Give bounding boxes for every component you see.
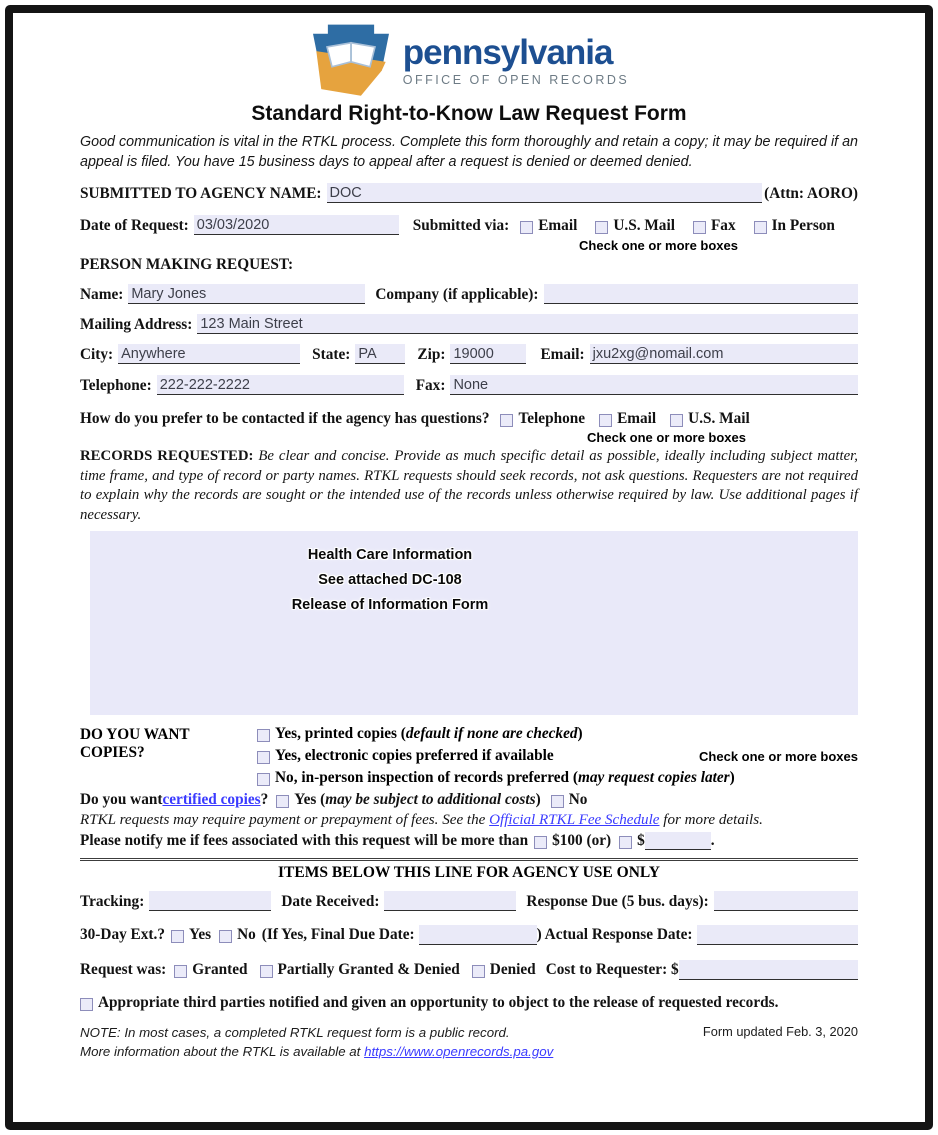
fax-field[interactable]: None [450, 375, 858, 395]
footer-note-2-prefix: More information about the RTKL is available at [80, 1044, 365, 1060]
intro-paragraph: Good communication is vital in the RTKL process. Complete this form thoroughly and retain a copy; it may be required if an appeal is filed. You have 15 business days to appeal after a request is denied or deemed denied. [80, 134, 858, 170]
submitted-via-inperson-checkbox[interactable] [754, 221, 767, 234]
form-page [5, 5, 933, 1130]
granted-checkbox[interactable] [174, 965, 187, 978]
records-requested-textarea[interactable] [90, 531, 858, 715]
third-party-checkbox[interactable] [80, 998, 93, 1011]
copies-electronic-label: Yes, electronic copies preferred if available [275, 747, 554, 765]
response-due-field[interactable] [714, 891, 858, 911]
submitted-via-fax-label: Fax [710, 217, 736, 235]
email-label: Email: [540, 346, 585, 364]
contact-pref-usmail-option [670, 410, 750, 428]
fees-100-checkbox[interactable] [534, 836, 547, 849]
tracking-label: Tracking: [80, 893, 145, 911]
city-label: City: [80, 346, 114, 364]
fees-note-line [80, 812, 858, 829]
request-was-label: Request was: [80, 961, 167, 979]
certified-yes-italic: may be subject to additional costs [325, 791, 536, 809]
granted-label: Granted [192, 961, 248, 979]
person-making-request-heading: PERSON MAKING REQUEST: [80, 256, 294, 274]
contact-pref-email-label: Email [617, 410, 657, 428]
logo-subtitle-text: OFFICE OF OPEN RECORDS [402, 73, 630, 87]
certified-copies-link[interactable]: certified copies [162, 791, 261, 809]
contact-pref-telephone-label: Telephone [518, 410, 586, 428]
certified-no-label: No [568, 791, 588, 809]
submitted-via-email-checkbox[interactable] [520, 221, 533, 234]
address-row [80, 314, 858, 334]
notify-fees-text: Please notify me if fees associated with this request will be more than [80, 832, 529, 850]
fees-custom-amount-field[interactable] [645, 832, 711, 850]
date-received-field[interactable] [384, 891, 516, 911]
actual-response-date-label: ) Actual Response Date: [536, 926, 693, 944]
contact-pref-question: How do you prefer to be contacted if the agency has questions? [80, 410, 490, 428]
copies-printed-close: ) [577, 725, 583, 743]
copies-section [80, 725, 858, 787]
state-field[interactable]: PA [355, 344, 405, 364]
cost-to-requester-field[interactable] [679, 960, 858, 980]
openrecords-link[interactable]: https://www.openrecords.pa.gov [364, 1044, 554, 1060]
company-field[interactable] [544, 284, 859, 304]
attn-aoro-label: (Attn: AORO) [764, 185, 858, 203]
ext-yes-label: Yes [188, 926, 212, 944]
zip-field[interactable]: 19000 [450, 344, 526, 364]
agency-name-field[interactable]: DOC [327, 183, 763, 203]
check-hint-1: Check one or more boxes [579, 238, 738, 254]
records-entry-line: Release of Information Form [291, 597, 489, 614]
agency-name-label: SUBMITTED TO AGENCY NAME: [80, 185, 322, 203]
agency-row [80, 183, 858, 203]
third-party-row [80, 994, 858, 1012]
date-received-label: Date Received: [281, 893, 380, 911]
name-row [80, 284, 858, 304]
certified-yes-close: ) [535, 791, 541, 809]
contact-pref-email-checkbox[interactable] [599, 414, 612, 427]
submitted-via-label: Submitted via: [412, 217, 510, 235]
copies-inspection-label: No, in-person inspection of records preferred ( [275, 769, 578, 787]
records-requested-label: RECORDS REQUESTED: [80, 448, 254, 465]
keystone-logo-icon [309, 23, 393, 99]
submitted-via-fax-checkbox[interactable] [693, 221, 706, 234]
agency-use-only-title: ITEMS BELOW THIS LINE FOR AGENCY USE ONLY [277, 864, 660, 882]
ext-no-checkbox[interactable] [219, 930, 232, 943]
copies-printed-italic: default if none are checked [405, 725, 578, 743]
contact-pref-usmail-checkbox[interactable] [670, 414, 683, 427]
records-requested-paragraph [80, 447, 858, 525]
if-yes-final-due-label: (If Yes, Final Due Date: [261, 926, 415, 944]
email-field[interactable]: jxu2xg@nomail.com [590, 344, 858, 364]
copies-printed-checkbox[interactable] [257, 729, 270, 742]
zip-label: Zip: [417, 346, 446, 364]
mailing-address-label: Mailing Address: [80, 316, 193, 334]
certified-prefix: Do you want [80, 791, 163, 809]
fees-period: . [710, 832, 715, 850]
date-of-request-label: Date of Request: [80, 217, 189, 235]
submitted-via-email-option [520, 217, 577, 235]
company-label: Company (if applicable): [375, 286, 539, 304]
city-row [80, 344, 858, 364]
records-requested-instructions: Be clear and concise. Provide as much specific detail as possible, ideally including subject matter, time frame, and type of record or party names. RTKL requests should seek records, not ask questions. Requesters are not required to explain why the records are sought or the intended use of the records unless otherwise required by law. Use additional pages if necessary. [80, 448, 858, 523]
notify-fees-row [80, 832, 858, 850]
name-field[interactable]: Mary Jones [128, 284, 365, 304]
third-party-label: Appropriate third parties notified and given an opportunity to object to the release of requested records. [98, 994, 779, 1012]
certified-yes-checkbox[interactable] [276, 795, 289, 808]
tracking-row [80, 891, 858, 911]
cost-to-requester-label: Cost to Requester: $ [545, 961, 679, 979]
footer-note-1: NOTE: In most cases, a completed RTKL request form is a public record. [80, 1025, 510, 1041]
fee-schedule-link[interactable]: Official RTKL Fee Schedule [489, 812, 660, 829]
fees-100-label: $100 (or) [552, 832, 612, 850]
ext-yes-checkbox[interactable] [171, 930, 184, 943]
extension-row [80, 925, 858, 945]
telephone-label: Telephone: [80, 377, 152, 395]
footer-note-2 [80, 1043, 553, 1062]
person-heading-row [80, 256, 858, 274]
contact-pref-row [80, 410, 858, 428]
submitted-via-inperson-option [754, 217, 835, 235]
check-hint-3: Check one or more boxes [699, 748, 858, 764]
submitted-via-fax-option [693, 217, 736, 235]
fax-label: Fax: [415, 377, 446, 395]
copies-printed-label: Yes, printed copies ( [275, 725, 406, 743]
certified-yes-label: Yes ( [294, 791, 326, 809]
denied-label: Denied [489, 961, 536, 979]
certified-copies-row [80, 791, 858, 809]
contact-pref-usmail-label: U.S. Mail [688, 410, 750, 428]
name-label: Name: [80, 286, 124, 304]
mailing-address-field[interactable]: 123 Main Street [197, 314, 858, 334]
copies-inspection-checkbox[interactable] [257, 773, 270, 786]
submitted-via-usmail-label: U.S. Mail [613, 217, 675, 235]
header-logo [80, 23, 858, 99]
records-entry-line: See attached DC-108 [318, 572, 462, 589]
fees-note-prefix: RTKL requests may require payment or prepayment of fees. See the [80, 812, 490, 829]
actual-response-date-field[interactable] [697, 925, 858, 945]
copies-electronic-checkbox[interactable] [257, 751, 270, 764]
fees-note-suffix: for more details. [659, 812, 763, 829]
partially-granted-checkbox[interactable] [260, 965, 273, 978]
contact-pref-telephone-checkbox[interactable] [500, 414, 513, 427]
certified-no-checkbox[interactable] [551, 795, 564, 808]
date-of-request-field[interactable]: 03/03/2020 [194, 215, 399, 235]
copies-inspection-italic: may request copies later [577, 769, 730, 787]
state-label: State: [312, 346, 351, 364]
submitted-via-usmail-option [595, 217, 675, 235]
footer [80, 1024, 858, 1061]
partially-granted-label: Partially Granted & Denied [277, 961, 460, 979]
records-entry-line: Health Care Information [307, 547, 473, 564]
copies-printed-option [257, 725, 858, 743]
date-request-row [80, 215, 858, 235]
copies-inspection-close: ) [729, 769, 735, 787]
certified-question-mark: ? [260, 791, 269, 809]
phone-row [80, 375, 858, 395]
logo-brand-text: pennsylvania [402, 33, 613, 72]
fees-custom-dollar: $ [637, 832, 645, 850]
submitted-via-usmail-checkbox[interactable] [595, 221, 608, 234]
fees-custom-checkbox[interactable] [619, 836, 632, 849]
submitted-via-email-label: Email [538, 217, 578, 235]
copies-inspection-option [257, 769, 858, 787]
denied-checkbox[interactable] [472, 965, 485, 978]
contact-pref-telephone-option [500, 410, 585, 428]
do-you-want-copies-label: DO YOU WANT COPIES? [80, 726, 190, 762]
city-field[interactable]: Anywhere [118, 344, 300, 364]
submitted-via-inperson-label: In Person [771, 217, 835, 235]
tracking-field[interactable] [149, 891, 271, 911]
request-was-row [80, 960, 858, 980]
page-title: Standard Right-to-Know Law Request Form [251, 102, 687, 125]
telephone-field[interactable]: 222-222-2222 [157, 375, 404, 395]
copies-electronic-option [257, 747, 858, 765]
ext-label: 30-Day Ext.? [80, 926, 165, 944]
response-due-label: Response Due (5 bus. days): [526, 893, 709, 911]
final-due-date-field[interactable] [419, 925, 537, 945]
agency-use-divider [80, 858, 858, 861]
contact-pref-email-option [599, 410, 656, 428]
form-updated-label: Form updated Feb. 3, 2020 [702, 1024, 858, 1040]
check-hint-2: Check one or more boxes [587, 430, 746, 446]
ext-no-label: No [237, 926, 256, 944]
